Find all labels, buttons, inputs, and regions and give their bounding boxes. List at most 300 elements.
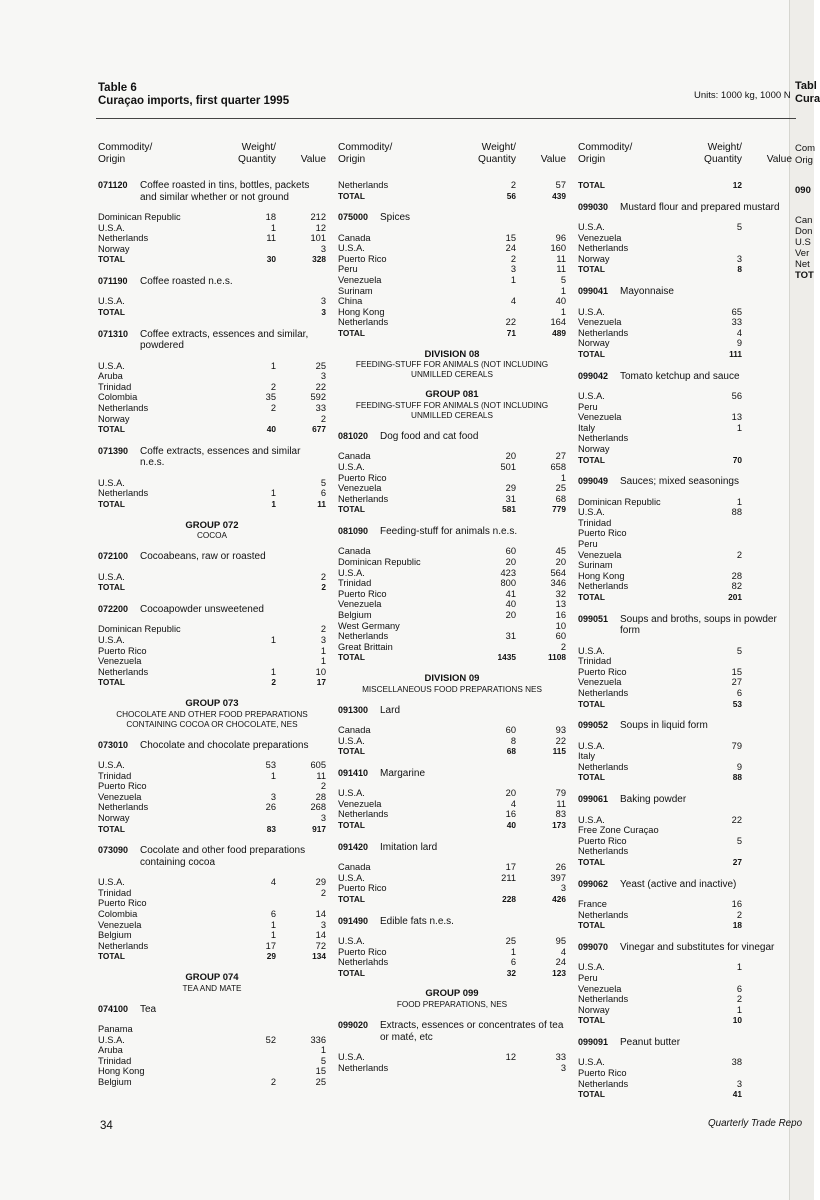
weight-cell: 68	[506, 746, 516, 757]
value-cell	[742, 592, 792, 603]
origin-cell: Norway	[98, 813, 130, 823]
origin-cell: TOTAL	[98, 307, 125, 318]
table-row	[98, 898, 326, 909]
table-row	[338, 557, 566, 568]
origin-cell: Norway	[578, 253, 610, 264]
commodity-heading	[98, 446, 326, 469]
origin-cell: Puerto Rico	[338, 472, 387, 483]
table-row	[338, 599, 566, 610]
continued-section	[578, 180, 792, 191]
weight-cell: 41	[732, 1089, 742, 1100]
weight-cell: 1	[270, 770, 276, 781]
value-cell: 3	[320, 813, 326, 823]
next-page-fragment: Net	[795, 259, 810, 270]
weight-cell: 201	[728, 592, 742, 603]
table-row	[338, 483, 566, 494]
commodity-heading	[578, 476, 792, 488]
origin-cell: Trinidad	[98, 887, 132, 898]
header-value: Value	[300, 154, 326, 165]
value-cell: 336	[310, 1034, 326, 1045]
value-cell: 3	[560, 883, 566, 894]
origin-cell: Surinam	[338, 285, 373, 296]
table-row	[578, 910, 792, 921]
value-cell: 3	[320, 243, 326, 254]
table-row	[338, 1063, 566, 1074]
weight-cell: 228	[502, 893, 516, 904]
value-cell: 917	[312, 823, 326, 834]
commodity-heading	[578, 202, 792, 214]
next-page-fragment: TOT	[795, 270, 814, 281]
commodity-code: 099030	[578, 201, 609, 212]
value-cell	[742, 444, 792, 455]
origin-cell: Netherlands	[578, 1078, 629, 1089]
commodity-code: 073010	[98, 739, 129, 750]
commodity-code: 071390	[98, 445, 129, 456]
origin-cell: Belgium	[338, 609, 372, 620]
origin-cell: Puerto Rico	[338, 883, 387, 894]
table-row	[338, 799, 566, 810]
table-row	[98, 1056, 326, 1067]
origin-cell: U.S.A.	[338, 788, 365, 799]
weight-cell	[208, 646, 276, 657]
value-cell	[742, 646, 792, 657]
weight-cell: 8	[737, 264, 742, 275]
value-cell	[742, 328, 792, 339]
total-row	[578, 592, 792, 603]
weight-cell: 9	[736, 761, 742, 772]
value-cell: 28	[315, 791, 326, 802]
total-row	[338, 968, 566, 979]
value-cell: 25	[555, 483, 566, 494]
table-row	[98, 781, 326, 792]
table-row	[98, 371, 326, 382]
commodity-heading	[578, 794, 792, 806]
value-cell	[742, 254, 792, 265]
weight-cell: 60	[505, 546, 516, 557]
table-row	[578, 338, 792, 349]
commodity-heading	[578, 879, 792, 891]
weight-cell: 9	[736, 338, 742, 349]
commodity-name: Yeast (active and inactive)	[620, 878, 737, 890]
table-number: Table 6	[98, 82, 137, 94]
commodity-name: Coffee roasted n.e.s.	[140, 275, 233, 287]
total-row	[338, 328, 566, 339]
commodity-section	[578, 202, 792, 275]
origin-cell: Venezuela	[578, 677, 622, 688]
commodity-heading	[578, 720, 792, 732]
value-cell	[742, 264, 792, 275]
value-cell: 17	[316, 677, 326, 688]
group-description: MISCELLANEOUS FOOD PREPARATIONS NES	[362, 684, 542, 694]
total-row	[98, 582, 326, 593]
weight-cell: 1	[270, 919, 276, 930]
table-row	[578, 528, 792, 539]
column-header	[98, 138, 326, 166]
weight-cell: 22	[505, 317, 516, 328]
table-row	[98, 296, 326, 307]
value-cell: 1108	[548, 652, 566, 663]
origin-cell: U.S.A.	[98, 296, 125, 307]
table-row	[578, 518, 792, 529]
value-cell: 11	[316, 770, 326, 781]
table-row	[338, 462, 566, 473]
commodity-section	[98, 276, 326, 318]
value-cell: 2	[320, 413, 326, 424]
value-cell: 3	[320, 296, 326, 307]
weight-cell: 2	[270, 1077, 276, 1087]
origin-cell: Netherlands	[98, 666, 149, 677]
next-page-fragment: U.S	[795, 237, 811, 248]
value-cell	[742, 973, 792, 984]
origin-cell: Canada	[338, 725, 371, 735]
value-cell	[742, 667, 792, 678]
weight-cell: 1	[271, 499, 276, 509]
group-title: GROUP 074	[185, 971, 239, 983]
commodity-section	[338, 842, 566, 905]
weight-cell	[208, 1024, 276, 1035]
group-title: DIVISION 08	[424, 348, 480, 360]
origin-cell: Peru	[578, 539, 598, 550]
origin-cell: Norway	[578, 444, 610, 454]
commodity-name: Baking powder	[620, 794, 687, 806]
weight-cell: 423	[500, 567, 516, 578]
commodity-name: Extracts, essences or concentrates of tea or maté, etc	[380, 1020, 564, 1043]
commodity-name: Sauces; mixed seasonings	[620, 476, 739, 488]
weight-cell: 6	[736, 688, 742, 698]
table-row	[578, 984, 792, 995]
commodity-code: 074100	[98, 1003, 129, 1014]
weight-cell: 1435	[497, 652, 516, 663]
origin-cell: Trinidad	[338, 578, 372, 589]
commodity-section	[578, 614, 792, 710]
value-cell: 658	[550, 461, 566, 472]
weight-cell: 12	[732, 180, 742, 190]
weight-cell	[448, 473, 516, 484]
commodity-heading	[578, 286, 792, 298]
table-row	[578, 962, 792, 973]
origin-cell: Netherlands	[578, 433, 629, 444]
origin-cell: Netherlands	[578, 581, 629, 592]
value-cell	[742, 550, 792, 561]
commodity-section	[578, 371, 792, 466]
group-title: DIVISION 09	[424, 672, 480, 684]
table-row	[578, 233, 792, 244]
weight-cell	[674, 518, 742, 529]
value-cell	[742, 1057, 792, 1068]
next-page-fragment: Cura	[795, 93, 820, 105]
weight-cell	[208, 582, 276, 593]
origin-cell: Canada	[338, 862, 371, 873]
units-label: Units: 1000 kg, 1000 N	[694, 90, 791, 101]
value-cell: 3	[320, 371, 326, 382]
table-row	[338, 809, 566, 820]
footer-title: Quarterly Trade Repo	[708, 1118, 803, 1129]
table-row	[98, 771, 326, 782]
weight-cell: 16	[505, 809, 516, 820]
total-row	[98, 499, 326, 510]
origin-cell: Venezuela	[578, 983, 622, 994]
weight-cell	[208, 414, 276, 425]
weight-cell: 79	[731, 740, 742, 751]
origin-cell: Venezuela	[578, 232, 622, 243]
weight-cell	[674, 751, 742, 762]
group-title: GROUP 073	[185, 697, 239, 709]
weight-cell	[208, 1056, 276, 1067]
value-cell: 1	[560, 472, 566, 483]
origin-cell: Italy	[578, 422, 596, 433]
weight-cell	[674, 233, 742, 244]
origin-cell: TOTAL	[338, 504, 365, 515]
value-cell	[742, 1068, 792, 1079]
next-page-fragment: Tabl	[795, 80, 817, 92]
weight-cell: 2	[270, 403, 276, 414]
commodity-heading	[98, 1004, 326, 1016]
value-cell: 2	[560, 641, 566, 652]
origin-cell: TOTAL	[578, 1015, 605, 1026]
origin-cell: U.S.A.	[578, 306, 605, 317]
weight-cell: 1	[736, 496, 742, 507]
value-cell: 26	[555, 862, 566, 873]
value-cell: 96	[555, 232, 566, 243]
value-cell: 1	[560, 285, 566, 296]
origin-cell: TOTAL	[98, 499, 125, 509]
weight-cell: 52	[265, 1034, 276, 1045]
origin-cell: U.S.A.	[578, 507, 605, 518]
commodity-code: 099061	[578, 794, 609, 805]
origin-cell: Puerto Rico	[98, 898, 147, 909]
value-cell	[276, 898, 326, 909]
header-commodity-label: Commodity/	[98, 142, 153, 153]
value-cell	[742, 920, 792, 931]
weight-cell: 82	[731, 581, 742, 592]
commodity-name: Feeding-stuff for animals n.e.s.	[380, 525, 518, 537]
table-row	[338, 621, 566, 632]
weight-cell: 31	[505, 493, 516, 504]
weight-cell	[448, 621, 516, 632]
origin-cell: U.S.A.	[578, 1057, 605, 1068]
commodity-code: 072200	[98, 603, 129, 614]
total-row	[578, 699, 792, 710]
value-cell	[742, 571, 792, 582]
weight-cell: 24	[505, 243, 516, 254]
value-cell: 134	[312, 951, 326, 962]
commodity-name: Spices	[380, 212, 411, 224]
origin-cell: Dominican Republic	[338, 556, 421, 567]
value-cell: 83	[555, 809, 566, 820]
value-cell: 68	[555, 493, 566, 504]
weight-cell: 1	[270, 930, 276, 941]
total-row	[98, 307, 326, 318]
header-weight-label: Weight/	[481, 142, 516, 153]
weight-cell: 5	[736, 835, 742, 846]
table-row	[338, 725, 566, 736]
value-cell: 22	[315, 381, 326, 392]
origin-cell: U.S.A.	[338, 735, 365, 746]
table-row	[98, 909, 326, 920]
weight-cell: 71	[506, 328, 516, 339]
commodity-heading	[98, 740, 326, 752]
commodity-name: Tomato ketchup and sauce	[620, 370, 740, 382]
weight-cell	[674, 973, 742, 984]
origin-cell: U.S.A.	[98, 634, 125, 645]
total-row	[578, 180, 792, 191]
weight-cell	[674, 528, 742, 539]
value-cell: 57	[555, 180, 566, 190]
table-row	[578, 423, 792, 434]
value-cell	[742, 910, 792, 921]
origin-cell: China	[338, 296, 363, 307]
table-row	[98, 760, 326, 771]
value-cell	[742, 455, 792, 466]
origin-cell: Venezuela	[338, 798, 382, 809]
table-row	[338, 180, 566, 191]
value-cell: 95	[555, 936, 566, 947]
table-row	[338, 296, 566, 307]
table-row	[578, 688, 792, 699]
commodity-code: 099051	[578, 613, 609, 624]
value-cell: 5	[320, 1055, 326, 1066]
table-row	[338, 307, 566, 318]
commodity-name: Edible fats n.e.s.	[380, 915, 454, 927]
value-cell: 11	[317, 499, 326, 509]
weight-cell: 4	[270, 877, 276, 888]
commodity-code: 099041	[578, 286, 609, 297]
origin-cell: U.S.A.	[338, 243, 365, 254]
origin-cell: Venezuela	[338, 275, 382, 286]
origin-cell: TOTAL	[98, 677, 125, 688]
commodity-name: Peanut butter	[620, 1036, 681, 1048]
origin-cell: Norway	[98, 243, 130, 254]
table-row	[578, 677, 792, 688]
table-row	[578, 825, 792, 836]
value-cell: 1	[320, 656, 326, 667]
origin-cell: TOTAL	[578, 180, 605, 190]
value-cell: 15	[315, 1066, 326, 1077]
weight-cell	[448, 286, 516, 297]
value-cell	[742, 539, 792, 550]
commodity-section	[338, 916, 566, 979]
weight-cell: 17	[505, 862, 516, 873]
origin-cell: U.S.A.	[98, 760, 125, 771]
table-row	[578, 328, 792, 339]
weight-cell: 1	[270, 634, 276, 645]
table-row	[98, 667, 326, 678]
group-heading	[338, 674, 566, 695]
table-row	[338, 233, 566, 244]
commodity-section	[578, 720, 792, 783]
origin-cell: TOTAL	[578, 920, 605, 931]
commodity-section	[98, 180, 326, 265]
value-cell: 268	[310, 802, 326, 813]
total-row	[98, 677, 326, 688]
value-cell: 2	[320, 571, 326, 582]
weight-cell: 20	[505, 788, 516, 799]
origin-cell: TOTAL	[338, 967, 365, 978]
group-title: GROUP 072	[185, 519, 239, 531]
weight-cell: 2	[510, 180, 516, 190]
commodity-section	[578, 942, 792, 1026]
value-cell	[742, 1089, 792, 1100]
top-rule	[96, 118, 796, 119]
table-row	[338, 451, 566, 462]
table-row	[338, 264, 566, 275]
origin-cell: Hong Kong	[98, 1066, 145, 1077]
table-row	[578, 815, 792, 826]
weight-cell: 4	[736, 327, 742, 338]
table-row	[578, 317, 792, 328]
weight-cell: 53	[732, 698, 742, 709]
origin-cell: Dominican Republic	[98, 212, 181, 222]
value-cell	[742, 233, 792, 244]
value-cell	[742, 688, 792, 699]
commodity-code: 071190	[98, 275, 128, 286]
commodity-code: 099091	[578, 1036, 609, 1047]
origin-cell: U.S.A.	[578, 645, 605, 656]
header-weight	[208, 142, 276, 166]
origin-cell: Trinidad	[578, 656, 612, 667]
group-description: FOOD PREPARATIONS, NES	[396, 1000, 508, 1009]
value-cell	[742, 412, 792, 423]
table-row	[98, 941, 326, 952]
origin-cell: Puerto Rico	[578, 666, 627, 677]
table-row	[338, 254, 566, 265]
weight-cell: 800	[500, 578, 516, 589]
weight-cell	[674, 433, 742, 444]
origin-cell: Venezuela	[578, 412, 622, 423]
value-cell	[742, 1015, 792, 1026]
commodity-section	[98, 446, 326, 510]
value-cell: 1	[320, 1045, 326, 1056]
table-row	[578, 1057, 792, 1068]
commodity-code: 099020	[338, 1020, 369, 1030]
commodity-code: 091410	[338, 767, 369, 778]
origin-cell: Italy	[578, 751, 596, 762]
column-1	[98, 138, 326, 1099]
weight-cell: 32	[506, 967, 516, 978]
weight-cell: 111	[729, 348, 742, 359]
table-row	[338, 883, 566, 894]
table-row	[578, 762, 792, 773]
group-heading	[98, 521, 326, 542]
table-row	[338, 494, 566, 505]
origin-cell: Netherlands	[338, 493, 389, 504]
total-row	[578, 1089, 792, 1100]
origin-cell: U.S.A.	[338, 872, 365, 883]
commodity-code: 091300	[338, 704, 369, 715]
weight-cell	[448, 642, 516, 653]
value-cell: 564	[550, 567, 566, 578]
table-row	[578, 1079, 792, 1090]
weight-cell: 1	[270, 222, 276, 233]
table-row	[578, 667, 792, 678]
value-cell: 2	[320, 624, 326, 635]
table-row	[98, 635, 326, 646]
weight-cell: 1	[270, 666, 276, 677]
table-row	[98, 930, 326, 941]
weight-cell: 16	[731, 899, 742, 910]
origin-cell: Puerto Rico	[578, 528, 627, 539]
origin-cell: TOTAL	[578, 454, 605, 465]
value-cell: 397	[550, 872, 566, 883]
weight-cell: 65	[731, 306, 742, 317]
weight-cell: 18	[732, 920, 742, 931]
value-cell	[742, 518, 792, 529]
next-page-fragment: 090	[795, 185, 811, 196]
value-cell	[742, 656, 792, 667]
weight-cell: 83	[266, 823, 276, 834]
value-cell: 12	[315, 222, 326, 233]
commodity-name: Margarine	[380, 767, 426, 779]
